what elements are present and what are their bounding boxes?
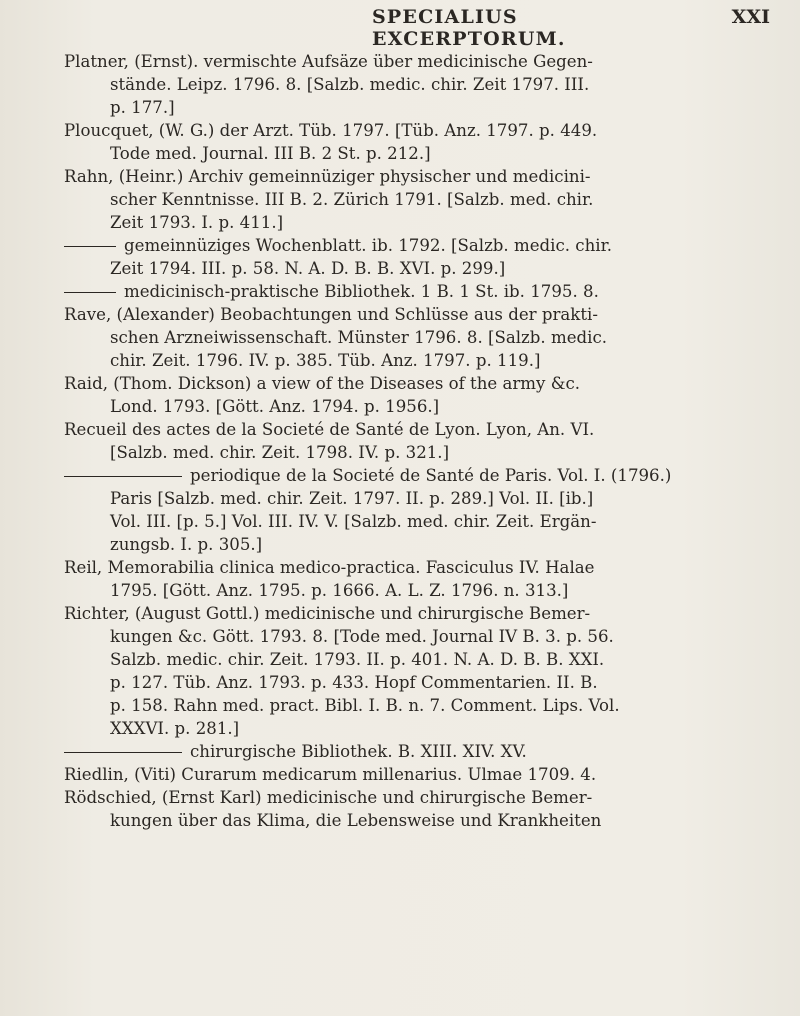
entry-line: kungen über das Klima, die Lebensweise und Krankheiten: [110, 811, 602, 830]
bibliography-entry: [64, 372, 770, 418]
ditto-dash: [64, 246, 116, 247]
bibliography-entry: [64, 418, 770, 464]
entry-line: Ploucquet, (W. G.) der Arzt. Tüb. 1797. [Tüb. Anz. 1797. p. 449.: [64, 121, 598, 140]
bibliography-entry: [64, 50, 770, 119]
entry-line: [Salzb. med. chir. Zeit. 1798. IV. p. 321.]: [110, 443, 450, 462]
bibliography-subentry: [64, 280, 770, 303]
entry-line: Richter, (August Gottl.) medicinische und chirurgische Bemer-: [64, 604, 591, 623]
page-number: XXI: [731, 6, 770, 28]
entry-line: Rave, (Alexander) Beobachtungen und Schlüsse aus der prakti-: [64, 305, 598, 324]
entry-line: medicinisch-praktische Bibliothek. 1 B. 1 St. ib. 1795. 8.: [124, 282, 599, 301]
bibliography-entries: [64, 50, 770, 832]
entry-line: Zeit 1794. III. p. 58. N. A. D. B. B. XVI. p. 299.]: [110, 259, 506, 278]
entry-line: schen Arzneiwissenschaft. Münster 1796. 8. [Salzb. medic.: [110, 328, 608, 347]
ditto-dash: [64, 292, 116, 293]
entry-line: kungen &c. Gött. 1793. 8. [Tode med. Journal IV B. 3. p. 56.: [110, 627, 614, 646]
ditto-dash: [64, 476, 182, 477]
bibliography-subentry: [64, 740, 770, 763]
entry-line: Paris [Salzb. med. chir. Zeit. 1797. II. p. 289.] Vol. II. [ib.]: [110, 489, 594, 508]
entry-line: Rahn, (Heinr.) Archiv gemeinnüziger physischer und medicini-: [64, 167, 591, 186]
entry-line: Rödschied, (Ernst Karl) medicinische und chirurgische Bemer-: [64, 788, 593, 807]
entry-line: Platner, (Ernst). vermischte Aufsäze über medicinische Gegen-: [64, 52, 593, 71]
entry-line: Lond. 1793. [Gött. Anz. 1794. p. 1956.]: [110, 397, 440, 416]
entry-line: chir. Zeit. 1796. IV. p. 385. Tüb. Anz. 1797. p. 119.]: [110, 351, 541, 370]
running-title: SPECIALIUS EXCERPTORUM.: [372, 6, 566, 50]
entry-line: stände. Leipz. 1796. 8. [Salzb. medic. chir. Zeit 1797. III.: [110, 75, 590, 94]
entry-line: zungsb. I. p. 305.]: [110, 535, 263, 554]
entry-line: Salzb. medic. chir. Zeit. 1793. II. p. 401. N. A. D. B. B. XXI.: [110, 650, 605, 669]
bibliography-entry: [64, 303, 770, 372]
bibliography-subentry: [64, 234, 770, 280]
entry-line: chirurgische Bibliothek. B. XIII. XIV. XV.: [190, 742, 527, 761]
bibliography-entry: [64, 602, 770, 740]
bibliography-entry: [64, 786, 770, 832]
running-head: [372, 6, 770, 50]
entry-line: Reil, Memorabilia clinica medico-practica. Fasciculus IV. Halae: [64, 558, 595, 577]
entry-line: periodique de la Societé de Santé de Paris. Vol. I. (1796.): [190, 466, 672, 485]
bibliography-entry: [64, 763, 770, 786]
entry-line: Raid, (Thom. Dickson) a view of the Diseases of the army &c.: [64, 374, 581, 393]
entry-line: Riedlin, (Viti) Curarum medicarum millenarius. Ulmae 1709. 4.: [64, 765, 597, 784]
bibliography-entry: [64, 165, 770, 234]
entry-line: p. 127. Tüb. Anz. 1793. p. 433. Hopf Commentarien. II. B.: [110, 673, 598, 692]
ditto-dash: [64, 752, 182, 753]
entry-line: scher Kenntnisse. III B. 2. Zürich 1791. [Salzb. med. chir.: [110, 190, 594, 209]
entry-line: XXXVI. p. 281.]: [110, 719, 240, 738]
entry-line: Recueil des actes de la Societé de Santé de Lyon. Lyon, An. VI.: [64, 420, 595, 439]
entry-line: Zeit 1793. I. p. 411.]: [110, 213, 284, 232]
entry-line: gemeinnüziges Wochenblatt. ib. 1792. [Salzb. medic. chir.: [124, 236, 612, 255]
entry-line: Vol. III. [p. 5.] Vol. III. IV. V. [Salzb. med. chir. Zeit. Ergän-: [110, 512, 597, 531]
bibliography-subentry: [64, 464, 770, 556]
bibliography-entry: [64, 119, 770, 165]
bibliography-entry: [64, 556, 770, 602]
entry-line: 1795. [Gött. Anz. 1795. p. 1666. A. L. Z. 1796. n. 313.]: [110, 581, 569, 600]
entry-line: p. 177.]: [110, 98, 175, 117]
entry-line: Tode med. Journal. III B. 2 St. p. 212.]: [110, 144, 431, 163]
entry-line: p. 158. Rahn med. pract. Bibl. I. B. n. 7. Comment. Lips. Vol.: [110, 696, 620, 715]
